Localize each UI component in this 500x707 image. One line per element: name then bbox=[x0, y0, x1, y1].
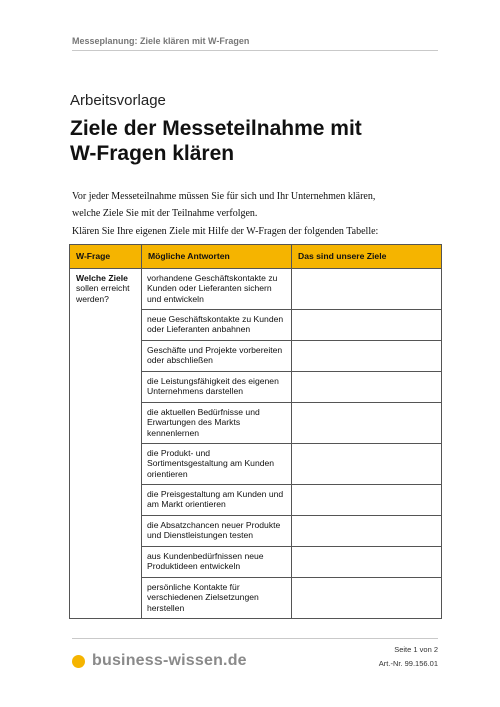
logo-dot-icon bbox=[72, 655, 85, 668]
column-header-antworten: Mögliche Antworten bbox=[142, 245, 292, 269]
article-number: Art.-Nr. 99.156.01 bbox=[378, 659, 438, 668]
goal-cell[interactable] bbox=[292, 444, 442, 485]
footer-divider bbox=[72, 638, 438, 639]
goal-cell[interactable] bbox=[292, 516, 442, 547]
answer-cell: vorhandene Geschäftskontakte zu Kunden oder Lieferanten sichern und entwickeln bbox=[142, 269, 292, 310]
question-cell bbox=[70, 269, 142, 619]
intro-paragraph-line-1: Vor jeder Messeteilnahme müssen Sie für sich und Ihr Unternehmen klären, bbox=[72, 191, 376, 202]
goal-cell[interactable] bbox=[292, 547, 442, 578]
answer-cell: aus Kundenbedürfnissen neue Produktideen entwickeln bbox=[142, 547, 292, 578]
w-questions-table bbox=[69, 244, 442, 619]
table-row bbox=[70, 269, 442, 310]
goal-cell[interactable] bbox=[292, 372, 442, 403]
column-header-ziele: Das sind unsere Ziele bbox=[292, 245, 442, 269]
answer-cell: persönliche Kontakte für verschiedenen Zielsetzungen herstellen bbox=[142, 578, 292, 619]
answer-cell: die Preisgestaltung am Kunden und am Markt orientieren bbox=[142, 485, 292, 516]
question-rest: sollen erreicht werden? bbox=[76, 283, 130, 304]
goal-cell[interactable] bbox=[292, 403, 442, 444]
answer-cell: die aktuellen Bedürfnisse und Erwartungen des Markts kennenlernen bbox=[142, 403, 292, 444]
document-title-line-1: Ziele der Messeteilnahme mit bbox=[70, 117, 362, 140]
document-kicker: Arbeitsvorlage bbox=[70, 92, 166, 109]
goal-cell[interactable] bbox=[292, 269, 442, 310]
page-number: Seite 1 von 2 bbox=[394, 645, 438, 654]
answer-cell: Geschäfte und Projekte vorbereiten oder abschließen bbox=[142, 341, 292, 372]
answer-cell: die Leistungsfähigkeit des eigenen Unternehmens darstellen bbox=[142, 372, 292, 403]
answer-cell: die Absatzchancen neuer Produkte und Dienstleistungen testen bbox=[142, 516, 292, 547]
running-header: Messeplanung: Ziele klären mit W-Fragen bbox=[72, 36, 250, 46]
document-title-line-2: W-Fragen klären bbox=[70, 142, 235, 165]
table-header-row bbox=[70, 245, 442, 269]
logo-text: business-wissen.de bbox=[92, 652, 247, 669]
question-strong: Welche Ziele bbox=[76, 273, 128, 283]
business-wissen-logo bbox=[72, 652, 247, 670]
intro-paragraph-line-2: welche Ziele Sie mit der Teilnahme verfolgen. bbox=[72, 208, 258, 219]
intro-paragraph bbox=[72, 188, 432, 222]
goal-cell[interactable] bbox=[292, 310, 442, 341]
answer-cell: neue Geschäftskontakte zu Kunden oder Lieferanten anbahnen bbox=[142, 310, 292, 341]
goal-cell[interactable] bbox=[292, 341, 442, 372]
goal-cell[interactable] bbox=[292, 485, 442, 516]
instruction-paragraph: Klären Sie Ihre eigenen Ziele mit Hilfe der W-Fragen der folgenden Tabelle: bbox=[72, 226, 379, 237]
goal-cell[interactable] bbox=[292, 578, 442, 619]
document-title bbox=[70, 116, 430, 166]
answer-cell: die Produkt- und Sortimentsgestaltung am Kunden orientieren bbox=[142, 444, 292, 485]
column-header-w-frage: W-Frage bbox=[70, 245, 142, 269]
header-divider bbox=[72, 50, 438, 51]
